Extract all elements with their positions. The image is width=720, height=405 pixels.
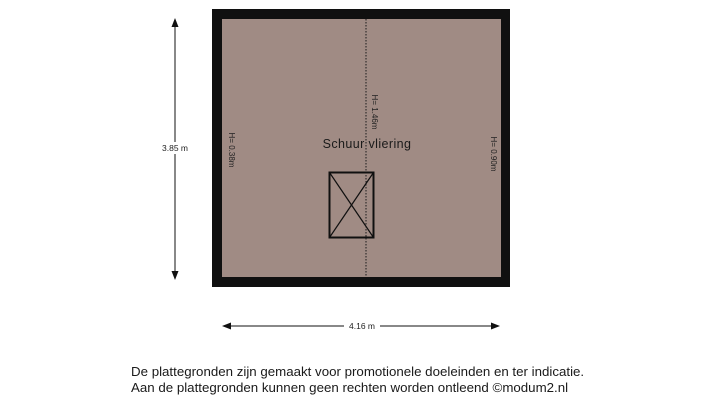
height-label-left: H= 0.38m [226,132,236,168]
horizontal-dimension-label: 4.16 m [349,321,375,331]
height-label-right: H= 0.90m [488,136,498,172]
room-label: Schuur vliering [322,137,412,151]
vertical-dimension-label: 3.85 m [162,143,188,153]
disclaimer-line-2: Aan de plattegronden kunnen geen rechten worden ontleend ©modum2.nl [131,380,569,395]
disclaimer [131,364,584,396]
disclaimer-line-1: De plattegronden zijn gemaakt voor promotionele doeleinden en ter indicatie. [131,364,585,379]
height-label-center: H= 1.46m [369,94,379,130]
